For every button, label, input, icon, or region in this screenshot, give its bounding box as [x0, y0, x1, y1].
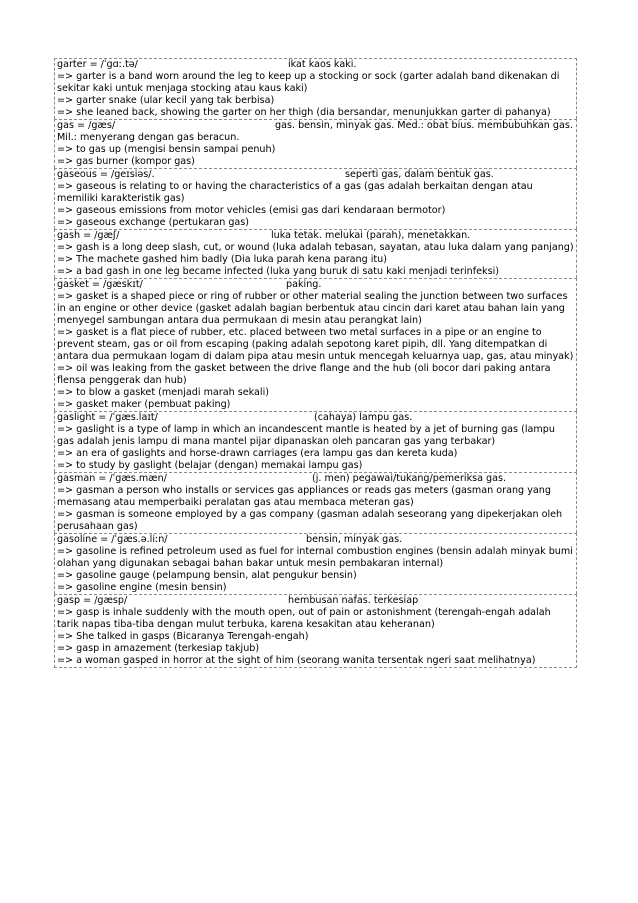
entry-line: => to blow a gasket (menjadi marah sekali) — [57, 387, 269, 398]
entry-line: => gasman is someone employed by a gas company (gasman adalah seseorang yang dipekerjakan oleh perusahaan gas) — [57, 509, 563, 532]
translation: ikat kaos kaki. — [288, 59, 357, 70]
headword: gash = /gæʃ/ — [57, 230, 120, 241]
entry-line: => gasket maker (pembuat paking) — [57, 399, 231, 410]
entry-line: => gasoline engine (mesin bensin) — [57, 582, 227, 593]
translation: bensin, minyak gas. — [306, 534, 403, 545]
entry-line: => She talked in gasps (Bicaranya Terengah-engah) — [57, 631, 309, 642]
entry-line: => gasoline gauge (pelampung bensin, alat pengukur bensin) — [57, 570, 357, 581]
entry-garter — [54, 58, 577, 119]
entry-line: => garter is a band worn around the leg to keep up a stocking or sock (garter adalah band dikenakan di sekitar kaki untuk menjaga stocking atau kaus kaki) — [57, 71, 560, 94]
entry-line: => to gas up (mengisi bensin sampai penuh) — [57, 144, 276, 155]
entry-line: => oil was leaking from the gasket between the drive flange and the hub (oli bocor dari paking antara flensa penggerak dan hub) — [57, 363, 551, 386]
entry-gasoline — [54, 533, 577, 594]
headword: gasket = /gæskɪt/ — [57, 279, 143, 290]
headword: gasp = /gæsp/ — [57, 595, 128, 606]
entry-line: => gaseous emissions from motor vehicles (emisi gas dari kendaraan bermotor) — [57, 205, 446, 216]
entry-line: => to study by gaslight (belajar (dengan) memakai lampu gas) — [57, 460, 363, 471]
translation: hembusan nafas. terkesiap — [288, 595, 419, 606]
entry-line: => garter snake (ular kecil yang tak berbisa) — [57, 95, 275, 106]
translation: (cahaya) lampu gas. — [314, 412, 413, 423]
entry-line: => gasket is a shaped piece or ring of rubber or other material sealing the junction between two surfaces in an engine or other device (gasket adalah bagian berbentuk atau cincin dari karet atau bahan lain yang menyegel sambungan antara dua permukaan di mesin atau perangkat lain) — [57, 291, 568, 326]
headword: gas = /gæs/ — [57, 120, 116, 131]
translation: paking. — [286, 279, 322, 290]
translation: seperti gas, dalam bentuk gas. — [345, 169, 494, 180]
entry-line: => she leaned back, showing the garter on her thigh (dia bersandar, menunjukkan garter di pahanya) — [57, 107, 551, 118]
translation: (j. men) pegawai/tukang/pemeriksa gas. — [312, 473, 507, 484]
headword: garter = /ˈgɑː.tə/ — [57, 59, 138, 70]
entry-gaseous — [54, 168, 577, 229]
entry-line: => gaseous exchange (pertukaran gas) — [57, 217, 250, 228]
entry-line: => gaseous is relating to or having the characteristics of a gas (gas adalah berkaitan dengan atau memiliki karakteristik gas) — [57, 181, 533, 204]
headword: gaslight = /ˈgæs.laɪt/ — [57, 412, 158, 423]
entry-line: => The machete gashed him badly (Dia luka parah kena parang itu) — [57, 254, 387, 265]
entry-line: => gasoline is refined petroleum used as fuel for internal combustion engines (bensin adalah minyak bumi olahan yang digunakan sebagai bahan bakar untuk mesin pembakaran internal) — [57, 546, 573, 569]
entry-line: Mil.: menyerang dengan gas beracun. — [57, 132, 240, 143]
entry-gash — [54, 229, 577, 278]
entry-gasket — [54, 278, 577, 411]
entry-line: => gasp is inhale suddenly with the mouth open, out of pain or astonishment (terengah-engah adalah tarik napas tiba-tiba dengan mulut terbuka, karena kesakitan atau keheranan) — [57, 607, 551, 630]
entry-gasp — [54, 594, 577, 668]
entry-line: => a woman gasped in horror at the sight of him (seorang wanita tersentak ngeri saat melihatnya) — [57, 655, 536, 666]
entry-line: => gasp in amazement (terkesiap takjub) — [57, 643, 260, 654]
entry-line: => gash is a long deep slash, cut, or wound (luka adalah tebasan, sayatan, atau luka dalam yang panjang) — [57, 242, 574, 253]
dictionary-entries — [54, 58, 577, 668]
entry-line: => an era of gaslights and horse-drawn carriages (era lampu gas dan kereta kuda) — [57, 448, 458, 459]
headword: gasman = /ˈgæs.mæn/ — [57, 473, 167, 484]
headword: gasoline = /ˈgæs.ə.liːn/ — [57, 534, 168, 545]
entry-line: => gasket is a flat piece of rubber, etc. placed between two metal surfaces in a pipe or an engine to prevent steam, gas or oil from escaping (paking adalah sepotong karet pipih, dll. Yang ditempatkan di antara dua permukaan logam di dalam pipa atau mesin untuk mencegah keluarnya uap, gas, atau minyak) — [57, 327, 574, 362]
translation: luka tetak. melukai (parah), menetakkan. — [271, 230, 471, 241]
entry-line: => a bad gash in one leg became infected (luka yang buruk di satu kaki menjadi terinfeksi) — [57, 266, 499, 277]
entry-gasman — [54, 472, 577, 533]
headword: gaseous = /geɪsiəs/. — [57, 169, 155, 180]
entry-gas — [54, 119, 577, 168]
entry-line: => gaslight is a type of lamp in which an incandescent mantle is heated by a jet of burning gas (lampu gas adalah jenis lampu di mana mantel pijar dipanaskan oleh pancaran gas yang terbakar) — [57, 424, 555, 447]
translation: gas. bensin, minyak gas. Med.: obat bius. membubuhkan gas. — [275, 120, 573, 131]
entry-line: => gas burner (kompor gas) — [57, 156, 195, 167]
entry-line: => gasman a person who installs or services gas appliances or reads gas meters (gasman orang yang memasang atau memperbaiki peralatan gas atau membaca meteran gas) — [57, 485, 551, 508]
entry-gaslight — [54, 411, 577, 472]
